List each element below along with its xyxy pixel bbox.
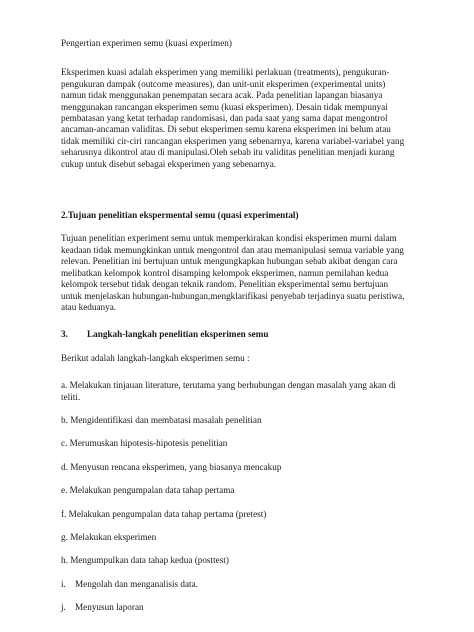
list-item-text: Menyusun laporan	[75, 602, 144, 613]
paragraph-line: untuk menjelaskan hubungan-hubungan,mengklarifikasi penyebab terjadinya suatu peristiwa,	[61, 290, 405, 301]
list-item-line: a. Melakukan tinjauan literature, terutama yang berhubungan dengan masalah yang akan di	[61, 380, 396, 391]
list-item-h: h. Mengumpulkan data tahap kedua (posttest)	[61, 555, 229, 566]
section-3-title: Langkah-langkah penelitian eksperimen semu	[87, 329, 269, 340]
list-item-j	[61, 602, 423, 613]
paragraph-line: pengukuran dampak (outcome measures), dan unit-unit eksperimen (experimental units)	[61, 78, 386, 89]
paragraph-line: kelompok tersebut tidak dengan teknik random. Penelitian eksperimental semu bertujuan	[61, 279, 389, 290]
list-item-letter: j.	[61, 602, 66, 613]
paragraph-line: cukup untuk disebut sebagai eksperimen yang sebenarnya.	[61, 158, 277, 169]
paragraph-line: Tujuan penelitian experiment semu untuk memperkirakan kondisi eksperimen murni dalam	[61, 233, 397, 244]
list-item-line: teliti.	[61, 391, 81, 402]
section-3-heading	[61, 329, 423, 340]
section-1-paragraph	[61, 67, 423, 170]
document-page	[61, 38, 423, 614]
paragraph-line: Eksperimen kuasi adalah eksperimen yang memiliki perlakuan (treatments), pengukuran-	[61, 67, 390, 78]
list-item-text: Mengolah dan menganalisis data.	[75, 578, 198, 589]
section-2-title: Tujuan penelitian ekspermental semu (quasi experimental)	[67, 210, 299, 221]
section-2-number: 2.	[61, 210, 68, 221]
list-item-letter: i.	[61, 578, 66, 589]
section-3-number: 3.	[61, 329, 68, 340]
list-item-e: e. Melakukan pengumpalan data tahap pertama	[61, 485, 235, 496]
section-3-intro: Berikut adalah langkah-langkah eksperimen semu :	[61, 352, 250, 363]
section-1	[61, 38, 423, 170]
list-item-d: d. Menyusun rencana eksperimen, yang biasanya mencakup	[61, 461, 282, 472]
section-2-heading	[61, 210, 423, 221]
section-1-title: Pengertian experimen semu (kuasi experimen)	[61, 38, 232, 48]
section-3	[61, 329, 423, 613]
section-2	[61, 210, 423, 313]
paragraph-line: relevan. Penelitian ini bertujuan untuk mengungkapkan hubungan sebab akibat dengan cara	[61, 256, 398, 267]
paragraph-line: seharusnya dikontrol atau di manipulasi.Oleh sebab itu validitas penelitian menjadi kurang	[61, 147, 395, 158]
list-item-c: c. Merumuskan hipotesis-hipotesis penelitian	[61, 438, 228, 449]
list-item-a	[61, 380, 423, 403]
section-2-paragraph	[61, 233, 423, 313]
paragraph-line: menggunakan rancangan eksperimen semu (kuasi eksperimen). Desain tidak mempunyai	[61, 101, 388, 112]
paragraph-line: keadaan tidak memungkinkan untuk mengontrol dan atau memanipulasi semua variable yang	[61, 244, 404, 255]
paragraph-line: tidak memiliki cir-ciri rancangan eksperimen yang sebenarnya, karena variabel-variabel yang	[61, 135, 405, 146]
paragraph-line: pembatasan yang ketat terhadap randomisasi, dan pada saat yang sama dapat mengontrol	[61, 113, 388, 124]
paragraph-line: namun tidak menggunakan penempatan secara acak. Pada penelitian lapangan biasanya	[61, 90, 383, 101]
paragraph-line: atau keduanya.	[61, 301, 117, 312]
list-item-g: g. Melakukan eksperimen	[61, 531, 157, 542]
list-item-b: b. Mengidentifikasi dan membatasi masalah penelitian	[61, 414, 262, 425]
list-item-i	[61, 579, 423, 590]
paragraph-line: ancaman-ancaman validitas. Di sebut eksperimen semu karena eksperimen ini belum atau	[61, 124, 391, 135]
paragraph-line: melibatkan kelompok kontrol disamping kelompok eksperimen, namun pemilahan kedua	[61, 267, 389, 278]
list-item-f: f. Melakukan pengumpalan data tahap pertama (pretest)	[61, 508, 267, 519]
